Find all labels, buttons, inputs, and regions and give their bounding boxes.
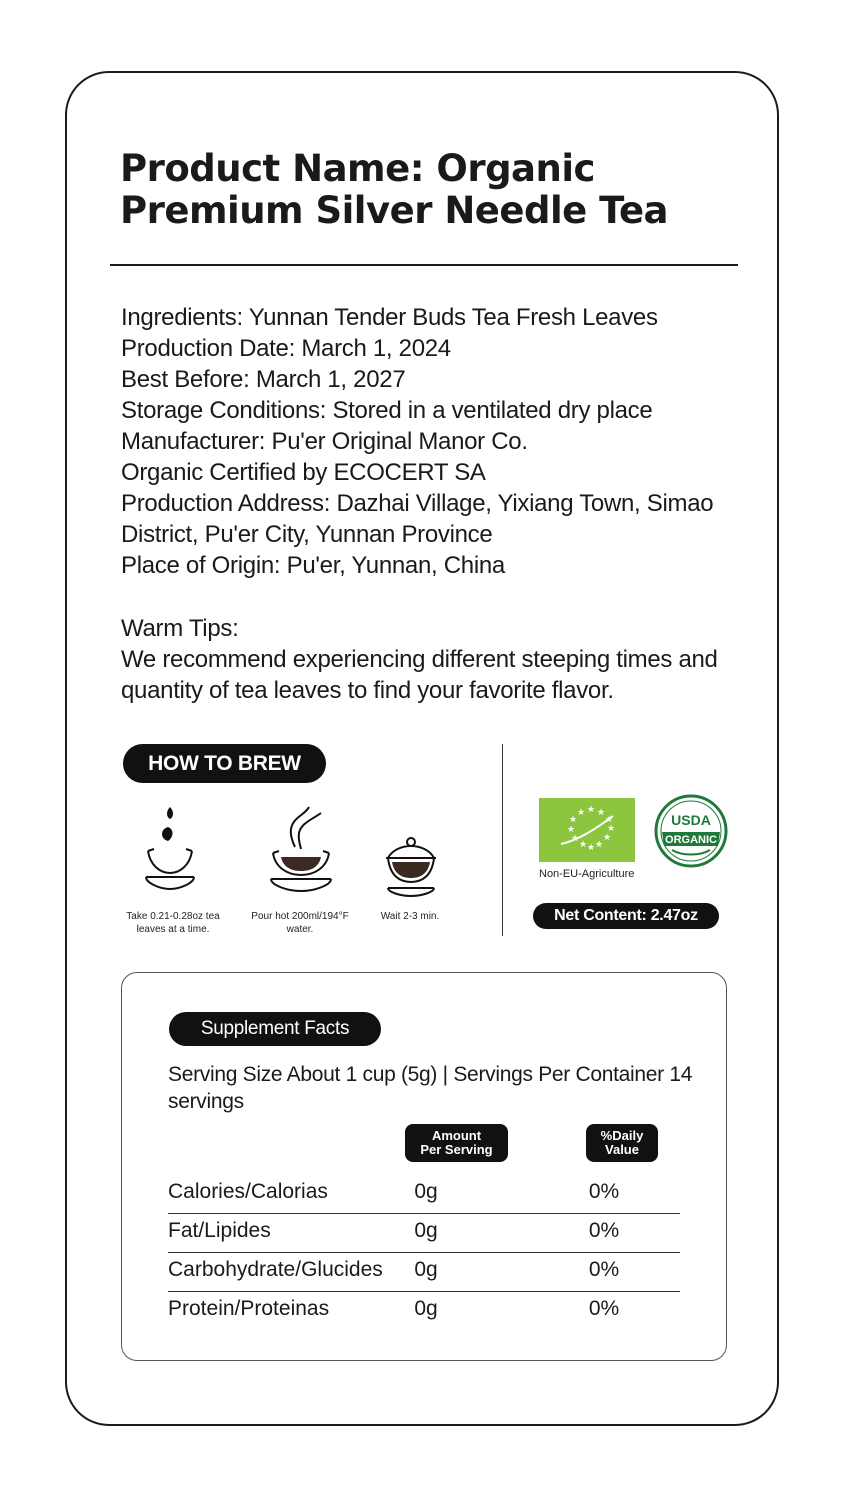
svg-text:★: ★ (569, 815, 578, 825)
usda-band-text: ORGANIC (665, 834, 717, 846)
nutrient-amount: 0g (414, 1180, 438, 1203)
info-address: Production Address: Dazhai Village, Yixiang Town, Simao District, Pu'er City, Yunnan Province (121, 490, 714, 548)
table-row (168, 1291, 680, 1330)
nutrient-name: Calories/Calorias (168, 1180, 328, 1203)
usda-organic-seal (654, 794, 728, 868)
info-manufacturer: Manufacturer: Pu'er Original Manor Co. (121, 428, 528, 455)
nutrient-amount: 0g (414, 1258, 438, 1281)
nutrient-name: Fat/Lipides (168, 1219, 271, 1242)
info-ingredients: Ingredients: Yunnan Tender Buds Tea Fresh Leaves (121, 304, 658, 331)
amount-header-line-1: Amount (431, 1128, 482, 1143)
nutrient-amount: 0g (414, 1219, 438, 1242)
svg-text:★: ★ (571, 834, 580, 844)
product-info (121, 302, 741, 581)
svg-text:★: ★ (603, 833, 612, 843)
serving-size: Serving Size About 1 cup (5g) | Servings Per Container 14 servings (168, 1063, 693, 1113)
info-certified: Organic Certified by ECOCERT SA (121, 459, 486, 486)
svg-text:★: ★ (579, 840, 588, 850)
daily-header-line-1: %Daily (600, 1128, 644, 1143)
covered-bowl-icon (382, 836, 440, 898)
eu-caption: Non-EU-Agriculture (539, 868, 635, 880)
tea-leaf-bowl-icon (140, 805, 200, 895)
table-row (168, 1213, 680, 1253)
info-best-before: Best Before: March 1, 2027 (121, 366, 406, 393)
svg-text:★: ★ (595, 840, 604, 850)
eu-organic-logo (539, 798, 635, 862)
nutrient-name: Protein/Proteinas (168, 1297, 330, 1320)
tips-heading: Warm Tips: (121, 615, 239, 642)
step-1-label: Take 0.21-0.28oz tea leaves at a time. (126, 911, 220, 935)
supplement-facts-badge: Supplement Facts (169, 1012, 381, 1046)
warm-tips (121, 613, 741, 706)
title-divider (110, 264, 738, 266)
svg-text:★: ★ (607, 824, 616, 834)
daily-header-line-2: Value (605, 1142, 639, 1157)
how-to-brew-badge: HOW TO BREW (123, 744, 326, 783)
pour-water-bowl-icon (265, 803, 337, 895)
nutrient-daily: 0% (588, 1219, 620, 1242)
step-2-label: Pour hot 200ml/194°F water. (251, 911, 349, 935)
table-row (168, 1174, 680, 1214)
net-content-badge: Net Content: 2.47oz (533, 903, 719, 929)
info-storage: Storage Conditions: Stored in a ventilated dry place (121, 397, 653, 424)
svg-text:★: ★ (597, 808, 606, 818)
amount-per-serving-header (405, 1124, 508, 1162)
amount-header-line-2: Per Serving (420, 1142, 493, 1157)
product-title: Product Name: Organic Premium Silver Needle Tea (120, 147, 669, 232)
nutrient-daily: 0% (588, 1258, 620, 1281)
svg-text:★: ★ (605, 815, 614, 825)
usda-top-text: USDA (671, 812, 711, 828)
nutrient-daily: 0% (588, 1297, 620, 1320)
table-row (168, 1252, 680, 1292)
info-production-date: Production Date: March 1, 2024 (121, 335, 451, 362)
svg-text:★: ★ (577, 808, 586, 818)
nutrient-name: Carbohydrate/Glucides (168, 1258, 383, 1281)
nutrient-daily: 0% (588, 1180, 620, 1203)
svg-text:★: ★ (587, 805, 596, 815)
nutrient-amount: 0g (414, 1297, 438, 1320)
info-origin: Place of Origin: Pu'er, Yunnan, China (121, 552, 505, 579)
step-3-label: Wait 2-3 min. (380, 911, 440, 922)
svg-text:★: ★ (587, 843, 596, 853)
section-divider (502, 744, 503, 936)
svg-text:★: ★ (567, 825, 576, 835)
daily-value-header (586, 1124, 658, 1162)
tips-body: We recommend experiencing different steeping times and quantity of tea leaves to find your favorite flavor. (121, 646, 718, 704)
